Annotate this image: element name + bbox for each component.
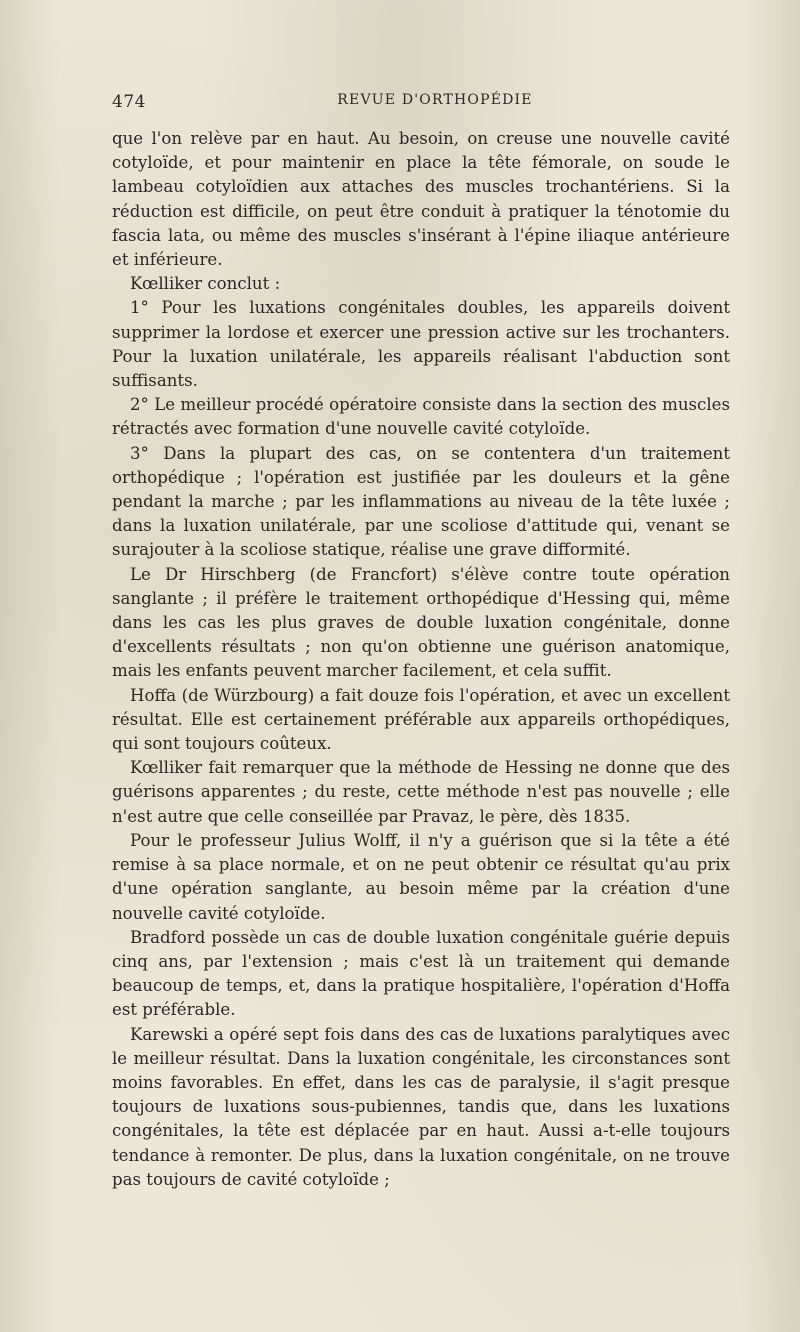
body-text [112, 127, 730, 1192]
paragraph: Kœlliker conclut : [130, 274, 281, 294]
paragraph: 3° Dans la plupart des cas, on se contentera d'un traitement orthopédique ; l'opération est justifiée par les douleurs et la gêne pendant la marche ; par les inflammations au niveau de la tête luxée ; dans la luxation unilatérale, par une scoliose d'attitude qui, venant se surajouter à la scoliose statique, réalise une grave difformité. [112, 443, 730, 560]
paragraph: Pour le professeur Julius Wolff, il n'y a guérison que si la tête a été remise à sa place normale, et on ne peut obtenir ce résultat qu'au prix d'une opération sanglante, au besoin même par la création d'une nouvelle cavité cotyloïde. [112, 830, 730, 923]
paragraph: Le Dr Hirschberg (de Francfort) s'élève contre toute opération sanglante ; il préfère le traitement orthopédique d'Hessing qui, même dans les cas les plus graves de double luxation congénitale, donne d'excellents résultats ; non qu'on obtienne une guérison anatomique, mais les enfants peuvent marcher facilement, et cela suffit. [112, 564, 730, 681]
paragraph: que l'on relève par en haut. Au besoin, on creuse une nouvelle cavité cotyloïde, et pour maintenir en place la tête fémorale, on soude le lambeau cotyloïdien aux attaches des muscles trochantériens. Si la réduction est difficile, on peut être conduit à pratiquer la ténotomie du fascia lata, ou même des muscles s'insérant à l'épine iliaque antérieure et inférieure. [112, 129, 730, 270]
paragraph: 1° Pour les luxations congénitales doubles, les appareils doivent supprimer la lordose et exercer une pression active sur les trochanters. Pour la luxation unilatérale, les appareils réalisant l'abduction sont suffisants. [112, 298, 730, 391]
paragraph: 2° Le meilleur procédé opératoire consiste dans la section des muscles rétractés avec formation d'une nouvelle cavité cotyloïde. [112, 395, 730, 439]
page-header [112, 92, 730, 116]
paragraph: Bradford possède un cas de double luxation congénitale guérie depuis cinq ans, par l'extension ; mais c'est là un traitement qui demande beaucoup de temps, et, dans la pratique hospitalière, l'opération d'Hoffa est préférable. [112, 927, 730, 1020]
running-head: REVUE D'ORTHOPÉDIE [337, 92, 533, 108]
paragraph: Karewski a opéré sept fois dans des cas de luxations paralytiques avec le meilleur résultat. Dans la luxation congénitale, les circonstances sont moins favorables. En effet, dans les cas de paralysie, il s'agit presque toujours de luxations sous-pubiennes, tandis que, dans les luxations congénitales, la tête est déplacée par en haut. Aussi a-t-elle toujours tendance à remonter. De plus, dans la luxation congénitale, on ne trouve pas toujours de cavité cotyloïde ; [112, 1024, 730, 1189]
page-number: 474 [112, 92, 146, 112]
paragraph: Kœlliker fait remarquer que la méthode de Hessing ne donne que des guérisons apparentes ; du reste, cette méthode n'est pas nouvelle ; elle n'est autre que celle conseillée par Pravaz, le père, dès 1835. [112, 758, 730, 826]
paragraph: Hoffa (de Würzbourg) a fait douze fois l'opération, et avec un excellent résultat. Elle est certainement préférable aux appareils orthopédiques, qui sont toujours coûteux. [112, 685, 730, 754]
